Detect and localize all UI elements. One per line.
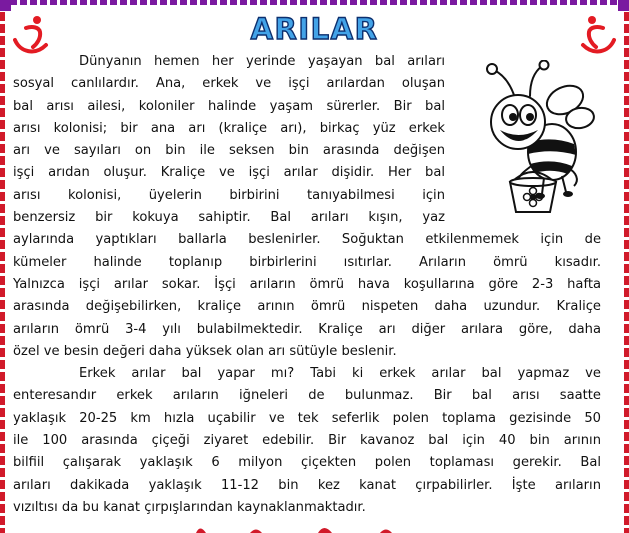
text-line: bilfiil çalışarak yaklaşık 6 milyon çiçekten polen toplaması gerekir. Bal [13,455,601,471]
text-line: Dünyanın hemen her yerinde yaşayan bal arıları [79,54,445,69]
text-line: sosyal canlılardır. Ana, erkek ve işçi arılardan oluşan [13,76,445,92]
text-line: arı ve sayıları on bin ile seksen bin arasında değişen [13,143,445,159]
text-line: ile 100 arasında çiçeği ziyaret edebilir. Bir kavanoz bal için 40 bin arının [13,433,601,449]
text-line: özel ve besin değeri daha yüksek olan arı sütüyle beslenir. [13,343,397,359]
left-border [0,0,5,533]
text-line: benzersiz bir kokuya sahiptir. Bal arıları kışın, yaz [13,210,445,226]
text-line: Erkek arılar bal yapar mı? Tabi ki erkek arılar bal yapmaz ve [79,366,601,382]
text-line: kümeler halinde toplanıp birbirlerini ısıtırlar. Arıların ömrü kısadır. [13,254,601,270]
text-line: yaklaşık 20-25 km hızla uçabilir ve tek seferlik polen toplama gezisinde 50 [13,410,601,426]
corner-square-right [618,0,629,11]
text-line: enteresandır erkek arıların iğneleri de bulunmaz. Bir bal arısı saatte [13,388,601,404]
text-line: aylarında yaptıkları ballarla beslenirler. Soğuktan etkilenmemek için de [13,232,601,248]
text-line: arasında değişebilirken, kraliçe arının ömrü nispeten daha uzundur. Kraliçe [13,299,601,315]
text-line: bal arısı ailesi, koloniler halinde yaşam sürerler. Bir bal [13,98,445,114]
top-border [0,0,629,5]
text-line: arısı kolonisi, üyelerin birbirini tanıyabilmesi için [13,187,445,203]
page-title: ARILAR [250,12,379,46]
text-line: vızıltısı da bu kanat çırpışlarından kaynaklanmaktadır. [13,499,366,515]
text-line: arıların ömrü 3-4 yılı bulabilmektedir. Kraliçe arı diğer arılara göre, daha [13,321,601,337]
bottom-decoration [0,520,629,533]
text-line: Yalnızca işçi arılar sokar. İşçi arıların ömrü hava koşullarına göre 2-3 hafta [13,276,601,292]
right-border [624,0,629,533]
text-line: arısı kolonisi; bir ana arı (kraliçe arı), birkaç yüz erkek [13,120,445,136]
text-line: işçi arıdan oluşur. Kraliçe ve işçi arılar dişidir. Her bal [13,165,445,181]
article-text [13,51,601,519]
text-line: arıları dakikada yaklaşık 11-12 bin kez kanat çırpabilirler. İşte arıların [13,477,601,493]
corner-square-left [0,0,11,11]
